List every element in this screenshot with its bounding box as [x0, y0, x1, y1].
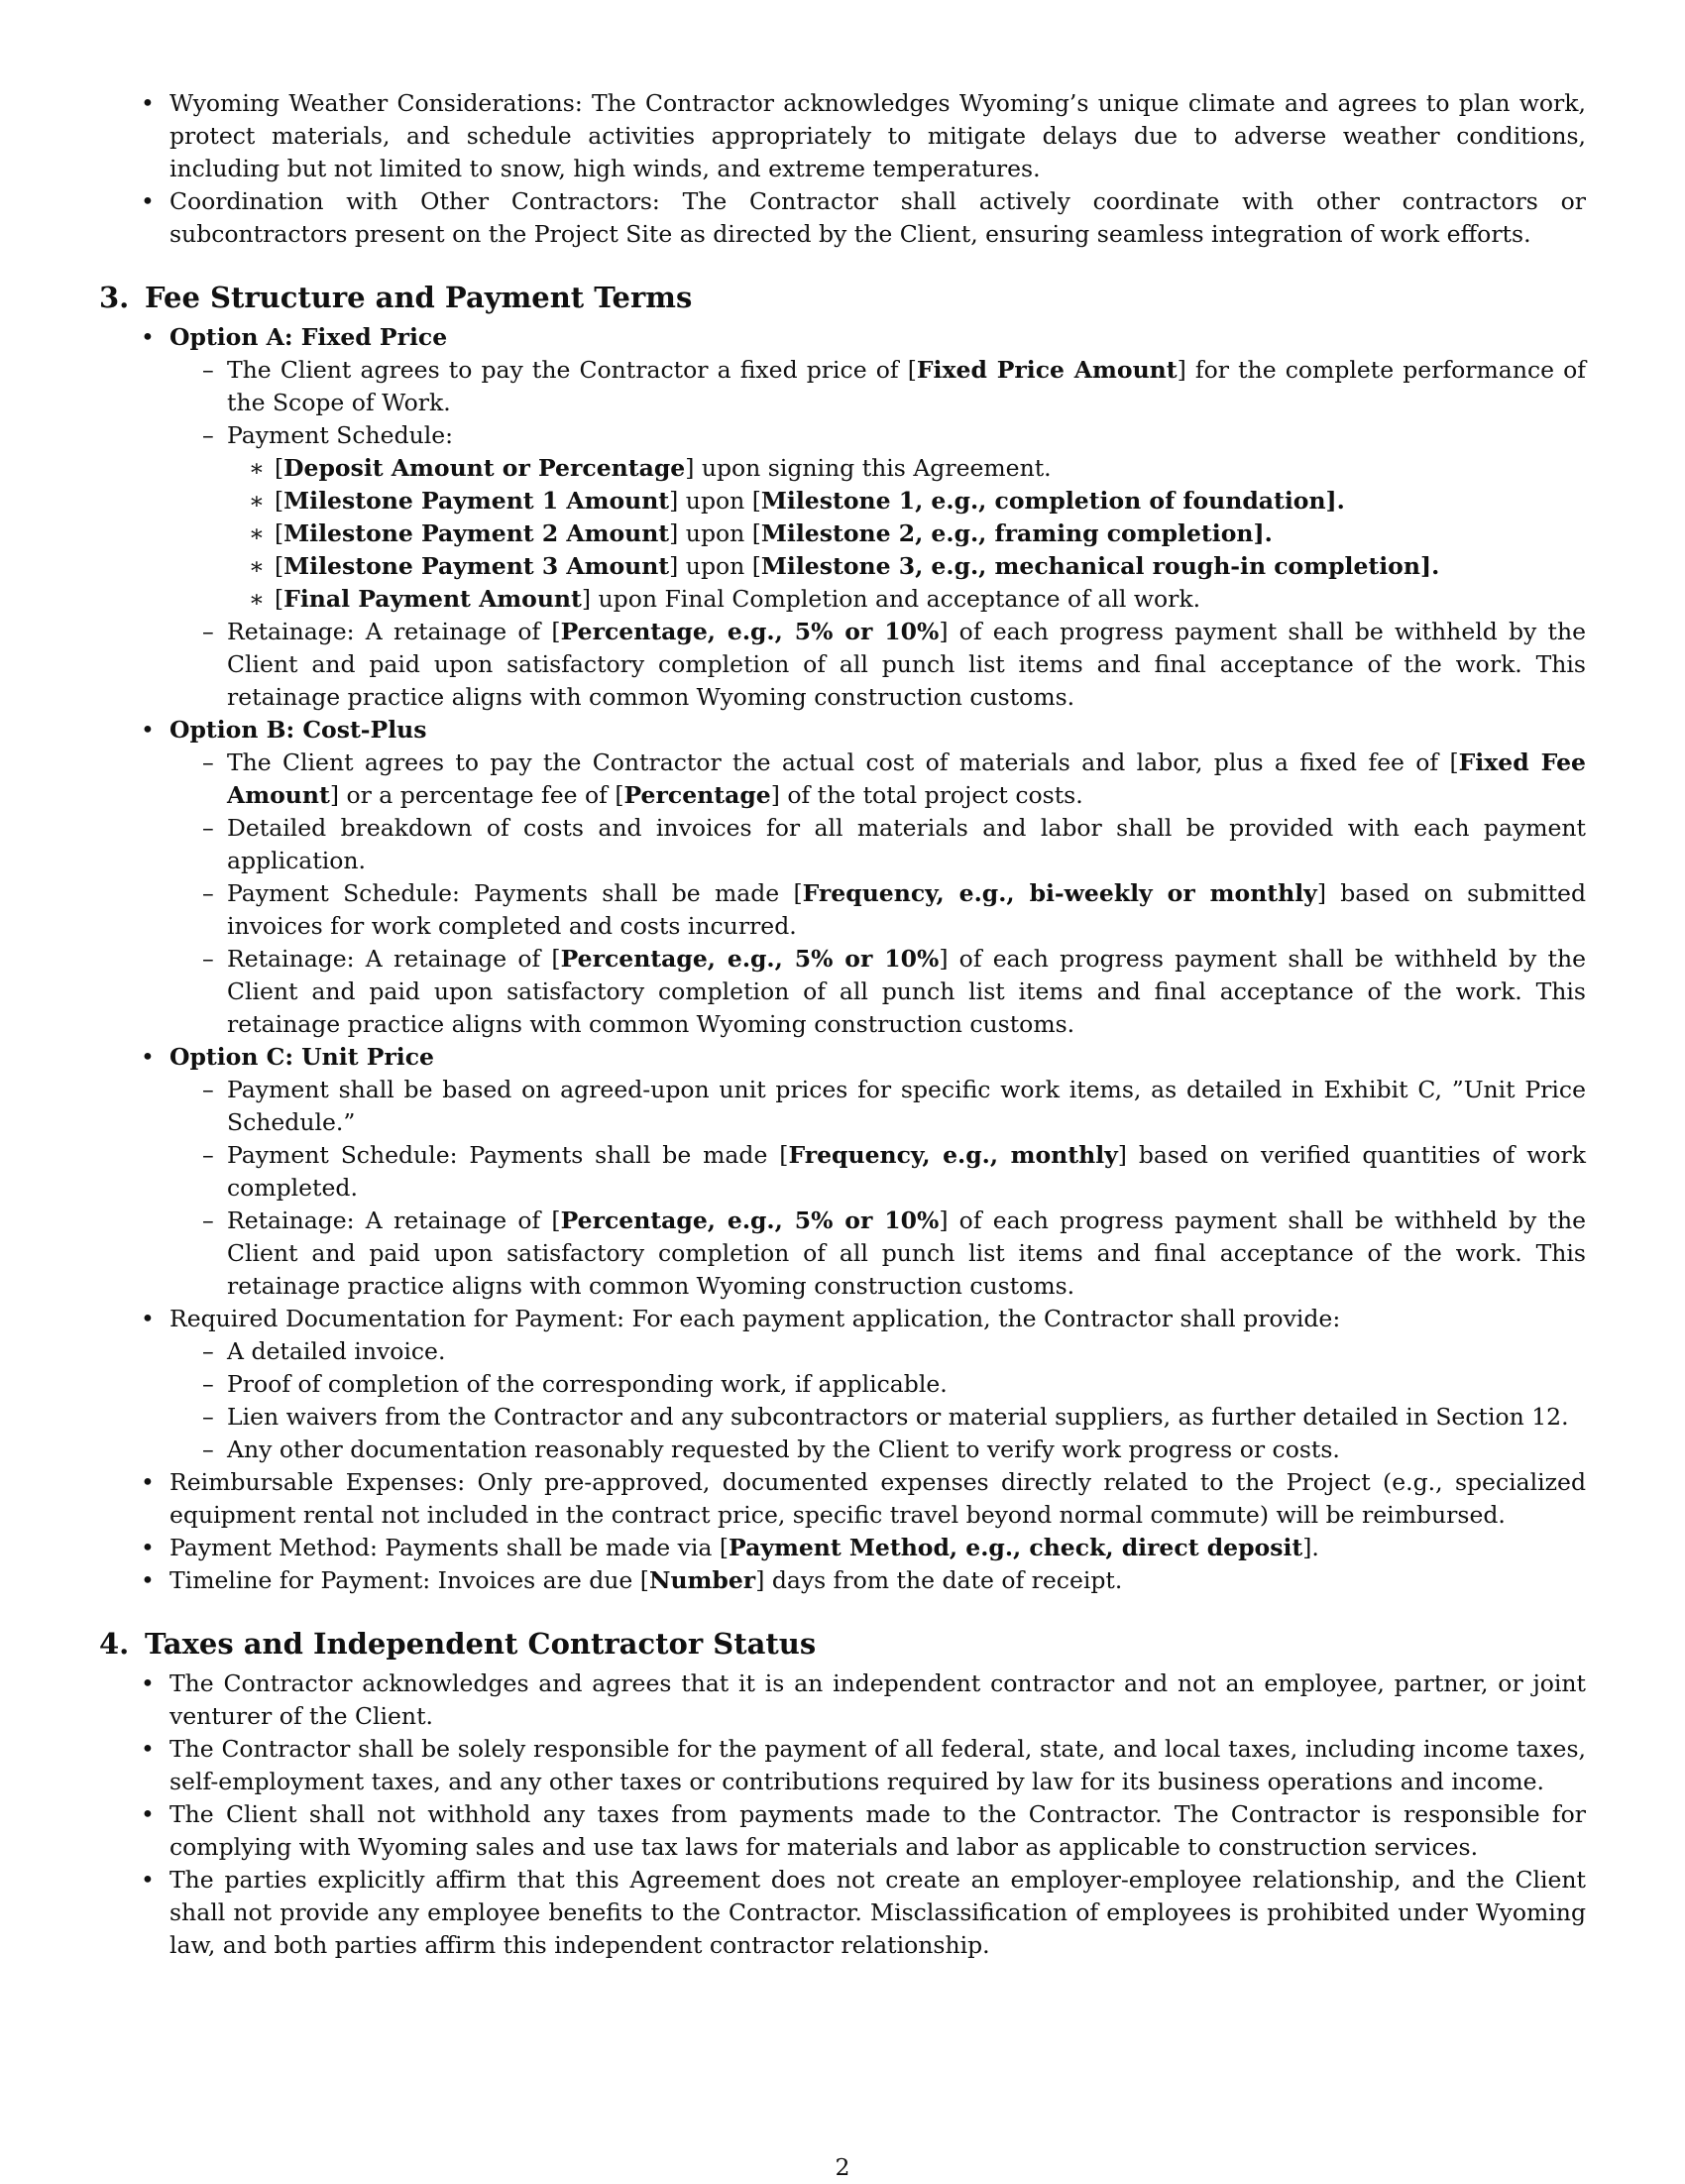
payment-method: • Payment Method: Payments shall be made via [Payment Method, e.g., check, direct deposit]. [99, 1532, 1586, 1564]
list-item: – Payment shall be based on agreed-upon unit prices for specific work items, as detailed in Exhibit C, ”Unit Price Schedule.” [169, 1074, 1586, 1139]
list-item: – The Client agrees to pay the Contractor the actual cost of materials and labor, plus a fixed fee of [Fixed Fee Amount] or a percentage fee of [Percentage] of the total project costs. [169, 747, 1586, 812]
required-docs-list [169, 1335, 1586, 1466]
list-item: – Any other documentation reasonably requested by the Client to verify work progress or costs. [169, 1434, 1586, 1466]
section-3-list [99, 321, 1586, 1597]
option-a-list [169, 354, 1586, 714]
option-title: Option C: Unit Price [169, 1043, 434, 1071]
list-item: • The Contractor shall be solely responsible for the payment of all federal, state, and local taxes, including income taxes, self-employment taxes, and any other taxes or contributions required by law for its business operations and income. [99, 1733, 1586, 1798]
top-bullet-list [99, 87, 1586, 251]
option-c [99, 1041, 1586, 1303]
bullet-text: Wyoming Weather Considerations: The Contractor acknowledges Wyoming’s unique climate and agrees to plan work, protect materials, and schedule activities appropriately to mitigate delays due to adverse weather conditions, including but not limited to snow, high winds, and extreme temperatures. [169, 89, 1586, 182]
section-title: Fee Structure and Payment Terms [145, 281, 693, 314]
option-a [99, 321, 1586, 714]
schedule-item: ∗ [Milestone Payment 2 Amount] upon [Milestone 2, e.g., framing completion]. [227, 517, 1586, 550]
list-item: – The Client agrees to pay the Contractor a fixed price of [Fixed Price Amount] for the complete performance of the Scope of Work. [169, 354, 1586, 419]
bullet-text: Coordination with Other Contractors: The Contractor shall actively coordinate with other contractors or subcontractors present on the Project Site as directed by the Client, ensuring seamless integration of work efforts. [169, 187, 1586, 248]
list-item: – Proof of completion of the corresponding work, if applicable. [169, 1368, 1586, 1401]
option-b-list [169, 747, 1586, 1041]
option-c-list [169, 1074, 1586, 1303]
option-title: Option A: Fixed Price [169, 323, 448, 351]
list-item: – Payment Schedule: ∗ [Deposit Amount or Percentage] upon signing this Agreement. ∗ [Milestone Payment 1 Amount] upon [Milestone 1, e.g., completion of foundation]. ∗ [Milestone Payment 2 Amount] upon [Milestone 2, e.g., framing completion]. ∗ [Milestone Payment 3 Amount] upon [Milestone 3, e.g., mechanical rough-in completion]. ∗ [Final Payment Amount] upon Final Completion and acceptance of all work. [169, 419, 1586, 616]
page-number: 2 [835, 2153, 850, 2181]
list-item: • The Client shall not withhold any taxes from payments made to the Contractor. The Contractor is responsible for complying with Wyoming sales and use tax laws for materials and labor as applicable to construction services. [99, 1798, 1586, 1864]
list-item: – Retainage: A retainage of [Percentage, e.g., 5% or 10%] of each progress payment shall be withheld by the Client and paid upon satisfactory completion of all punch list items and final acceptance of the work. This retainage practice aligns with common Wyoming construction customs. [169, 616, 1586, 714]
list-item: – Retainage: A retainage of [Percentage, e.g., 5% or 10%] of each progress payment shall be withheld by the Client and paid upon satisfactory completion of all punch list items and final acceptance of the work. This retainage practice aligns with common Wyoming construction customs. [169, 943, 1586, 1041]
list-item: – Payment Schedule: Payments shall be made [Frequency, e.g., monthly] based on verified quantities of work completed. [169, 1139, 1586, 1205]
list-item [99, 185, 1586, 251]
list-item: – Lien waivers from the Contractor and any subcontractors or material suppliers, as further detailed in Section 12. [169, 1401, 1586, 1434]
list-item: • The Contractor acknowledges and agrees that it is an independent contractor and not an employee, partner, or joint venturer of the Client. [99, 1667, 1586, 1733]
section-4-list [99, 1667, 1586, 1962]
required-documentation: • Required Documentation for Payment: For each payment application, the Contractor shall provide: – A detailed invoice. – Proof of completion of the corresponding work, if applicable. – Lien waivers from the Contractor and any subcontractors or material suppliers, as further detailed in Section 12. – Any other documentation reasonably requested by the Client to verify work progress or costs. [99, 1303, 1586, 1466]
option-b [99, 714, 1586, 1041]
list-item: – Retainage: A retainage of [Percentage, e.g., 5% or 10%] of each progress payment shall be withheld by the Client and paid upon satisfactory completion of all punch list items and final acceptance of the work. This retainage practice aligns with common Wyoming construction customs. [169, 1205, 1586, 1303]
section-3-heading [99, 278, 1586, 317]
section-4-heading [99, 1624, 1586, 1664]
option-title: Option B: Cost-Plus [169, 716, 427, 744]
list-item: – A detailed invoice. [169, 1335, 1586, 1368]
timeline-for-payment: • Timeline for Payment: Invoices are due [Number] days from the date of receipt. [99, 1564, 1586, 1597]
schedule-item: ∗ [Milestone Payment 3 Amount] upon [Milestone 3, e.g., mechanical rough-in completion]. [227, 550, 1586, 583]
schedule-item: ∗ [Final Payment Amount] upon Final Completion and acceptance of all work. [227, 583, 1586, 616]
reimbursable-expenses: • Reimbursable Expenses: Only pre-approved, documented expenses directly related to the Project (e.g., specialized equipment rental not included in the contract price, specific travel beyond normal commute) will be reimbursed. [99, 1466, 1586, 1532]
list-item: • The parties explicitly affirm that this Agreement does not create an employer-employee relationship, and the Client shall not provide any employee benefits to the Contractor. Misclassification of employees is prohibited under Wyoming law, and both parties affirm this independent contractor relationship. [99, 1864, 1586, 1962]
section-number: 3. [99, 281, 130, 314]
payment-schedule-list [227, 452, 1586, 616]
schedule-item: ∗ [Deposit Amount or Percentage] upon signing this Agreement. [227, 452, 1586, 485]
schedule-item: ∗ [Milestone Payment 1 Amount] upon [Milestone 1, e.g., completion of foundation]. [227, 485, 1586, 517]
document-body [99, 87, 1586, 1962]
list-item: – Payment Schedule: Payments shall be made [Frequency, e.g., bi-weekly or monthly] based on submitted invoices for work completed and costs incurred. [169, 877, 1586, 943]
list-item [99, 87, 1586, 185]
section-title: Taxes and Independent Contractor Status [145, 1627, 817, 1661]
section-number: 4. [99, 1627, 130, 1661]
list-item: – Detailed breakdown of costs and invoices for all materials and labor shall be provided with each payment application. [169, 812, 1586, 877]
